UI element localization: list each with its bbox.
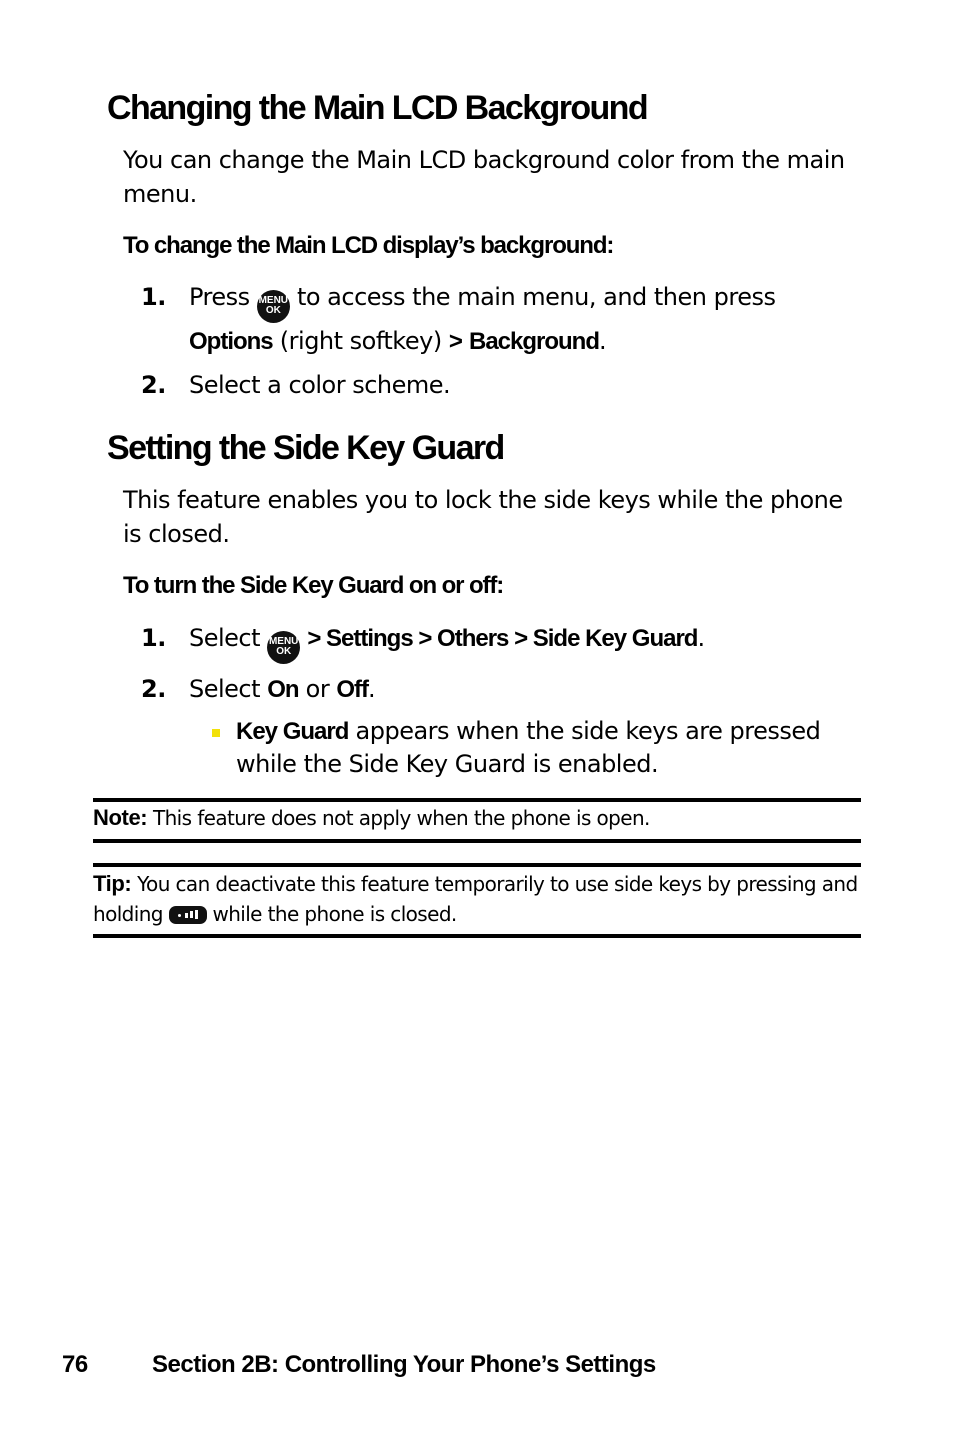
bullet-key-guard <box>212 715 852 781</box>
step-number: 1. <box>141 283 166 311</box>
intro-side-key-guard: This feature enables you to lock the side keys while the phone is closed. <box>123 486 843 548</box>
page-number: 76 <box>62 1351 88 1378</box>
step-1-select-path <box>141 620 861 656</box>
heading-main-lcd-background: Changing the Main LCD Background <box>107 89 648 127</box>
menu-path: > Settings > Others > Side Key Guard <box>307 625 698 652</box>
subheading-change-background: To change the Main LCD display’s background: <box>123 232 614 259</box>
bullet-square-icon <box>212 729 220 737</box>
step-text: Select MENU OK > Settings > Others > Side Key Guard. <box>189 620 861 664</box>
tip-top-rule <box>93 863 861 867</box>
step-2-select-on-off <box>141 671 861 707</box>
off-label: Off <box>336 676 369 703</box>
note-top-rule <box>93 798 861 802</box>
intro-main-lcd: You can change the Main LCD background color from the main menu. <box>123 146 845 208</box>
footer-section-title: Section 2B: Controlling Your Phone’s Settings <box>152 1351 656 1378</box>
subheading-turn-on-off: To turn the Side Key Guard on or off: <box>123 572 504 599</box>
background-label: Background <box>468 328 599 355</box>
heading-side-key-guard: Setting the Side Key Guard <box>107 429 504 467</box>
note-text: This feature does not apply when the phone is open. <box>152 806 650 830</box>
step-text: Press MENU OK to access the main menu, and then press Options (right softkey) > Background. <box>189 283 776 355</box>
end-power-key-icon <box>169 906 207 924</box>
note <box>93 803 861 833</box>
step-number: 2. <box>141 675 166 703</box>
tip: Tip: You can deactivate this feature temporarily to use side keys by pressing and holding while the phone is closed. <box>93 871 858 926</box>
step-number: 1. <box>141 624 166 652</box>
note-bottom-rule <box>93 839 861 843</box>
step-number: 2. <box>141 371 166 399</box>
menu-ok-key-icon: MENU OK <box>267 631 300 664</box>
step-text: Select On or Off. <box>189 675 376 703</box>
tip-label: Tip: <box>93 871 132 896</box>
note-label: Note: <box>93 805 148 830</box>
step-text: Select a color scheme. <box>189 371 451 399</box>
tip-bottom-rule <box>93 934 861 938</box>
options-label: Options <box>189 328 273 355</box>
on-label: On <box>267 676 299 703</box>
menu-ok-key-icon: MENU OK <box>257 290 290 323</box>
step-2-select-color <box>141 367 861 403</box>
bullet-text: Key Guard appears when the side keys are pressed while the Side Key Guard is enabled. <box>236 717 821 778</box>
step-1-press-menu <box>141 279 861 355</box>
